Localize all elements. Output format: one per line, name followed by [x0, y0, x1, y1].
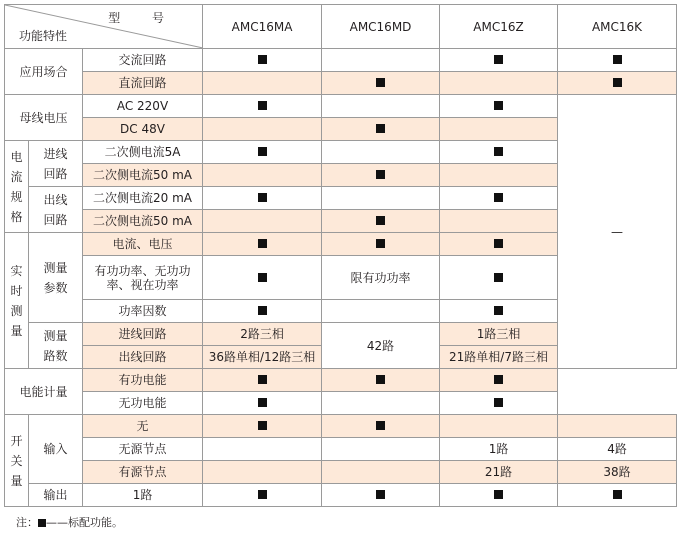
- empty-cell: [440, 164, 558, 187]
- row-label: 二次侧电流5A: [83, 141, 203, 164]
- filled-square-icon: [376, 375, 385, 384]
- row-label: 无源节点: [83, 438, 203, 461]
- row-label: AC 220V: [83, 95, 203, 118]
- check-mark: [440, 256, 558, 300]
- table-row: [5, 392, 677, 415]
- empty-cell: [322, 300, 440, 323]
- check-mark: [322, 369, 440, 392]
- check-mark: [203, 49, 322, 72]
- group-realtime: 实时测量: [5, 233, 29, 369]
- check-mark: [322, 484, 440, 507]
- dash-value: —: [611, 224, 624, 239]
- table-row: [5, 95, 677, 118]
- model-label: 型 号: [108, 11, 179, 25]
- check-mark: [322, 415, 440, 438]
- filled-square-icon: [494, 375, 503, 384]
- circuit-value: 21路单相/7路三相: [440, 346, 558, 369]
- count-value: 4路: [558, 438, 677, 461]
- check-mark: [203, 141, 322, 164]
- empty-cell: [440, 210, 558, 233]
- row-label: DC 48V: [83, 118, 203, 141]
- table-row: [5, 415, 677, 438]
- filled-square-icon: [494, 101, 503, 110]
- row-label: 有源节点: [83, 461, 203, 484]
- group-outgoing: 出线回路: [29, 187, 83, 233]
- check-mark: [203, 415, 322, 438]
- check-mark: [203, 187, 322, 210]
- empty-cell: [203, 118, 322, 141]
- row-label: 交流回路: [83, 49, 203, 72]
- filled-square-icon: [258, 101, 267, 110]
- group-bus-voltage: 母线电压: [5, 95, 83, 141]
- filled-square-icon: [258, 239, 267, 248]
- empty-cell: [440, 72, 558, 95]
- filled-square-icon: [376, 216, 385, 225]
- filled-square-icon: [376, 170, 385, 179]
- header-diagonal-cell: [5, 5, 203, 49]
- filled-square-icon: [494, 55, 503, 64]
- filled-square-icon: [376, 239, 385, 248]
- table-row: [5, 72, 677, 95]
- check-mark: [203, 392, 322, 415]
- table-row: [5, 484, 677, 507]
- check-mark: [440, 49, 558, 72]
- footnote: [16, 514, 123, 530]
- empty-cell: [203, 210, 322, 233]
- empty-cell: [440, 118, 558, 141]
- empty-cell: [203, 72, 322, 95]
- check-mark: [558, 484, 677, 507]
- output-value: 1路: [83, 484, 203, 507]
- filled-square-icon: [376, 490, 385, 499]
- check-mark: [440, 187, 558, 210]
- filled-square-icon: [494, 147, 503, 156]
- filled-square-icon: [376, 78, 385, 87]
- filled-square-icon: [258, 273, 267, 282]
- filled-square-icon: [613, 78, 622, 87]
- row-label: 有功功率、无功功率、视在功率: [83, 256, 203, 300]
- group-output: 输出: [29, 484, 83, 507]
- empty-cell: [322, 95, 440, 118]
- check-mark: [558, 49, 677, 72]
- filled-square-icon: [613, 490, 622, 499]
- empty-cell: [203, 438, 322, 461]
- check-mark: [440, 95, 558, 118]
- row-label: 二次侧电流50 mA: [83, 164, 203, 187]
- filled-square-icon: [494, 306, 503, 315]
- limited-power-value: 限有功功率: [322, 256, 440, 300]
- filled-square-icon: [258, 375, 267, 384]
- check-mark: [203, 256, 322, 300]
- table-row: [5, 369, 677, 392]
- circuit-value: 36路单相/12路三相: [203, 346, 322, 369]
- filled-square-icon: [613, 55, 622, 64]
- row-label: 直流回路: [83, 72, 203, 95]
- check-mark: [440, 369, 558, 392]
- footnote-text: ——标配功能。: [46, 516, 123, 529]
- filled-square-icon: [494, 273, 503, 282]
- check-mark: [558, 72, 677, 95]
- empty-cell: [322, 49, 440, 72]
- check-mark: [203, 484, 322, 507]
- filled-square-icon: [258, 147, 267, 156]
- row-label: 无: [83, 415, 203, 438]
- empty-cell: [558, 415, 677, 438]
- empty-cell: [203, 461, 322, 484]
- filled-square-icon: [494, 239, 503, 248]
- circuit-value: 1路三相: [440, 323, 558, 346]
- circuit-value: 42路: [322, 323, 440, 369]
- row-label: 无功电能: [83, 392, 203, 415]
- row-label: 有功电能: [83, 369, 203, 392]
- filled-square-icon: [258, 306, 267, 315]
- model-amc16md: AMC16MD: [322, 5, 440, 49]
- header-row: [5, 5, 677, 49]
- count-value: 21路: [440, 461, 558, 484]
- check-mark: [440, 233, 558, 256]
- filled-square-icon: [38, 519, 46, 527]
- feature-label: 功能特性: [19, 29, 68, 43]
- row-label: 出线回路: [83, 346, 203, 369]
- count-value: 1路: [440, 438, 558, 461]
- check-mark: [203, 369, 322, 392]
- group-incoming: 进线回路: [29, 141, 83, 187]
- check-mark: [203, 233, 322, 256]
- filled-square-icon: [258, 490, 267, 499]
- group-switch: 开关量: [5, 415, 29, 507]
- filled-square-icon: [494, 193, 503, 202]
- group-input: 输入: [29, 415, 83, 484]
- row-label: 二次侧电流20 mA: [83, 187, 203, 210]
- check-mark: [440, 484, 558, 507]
- check-mark: [322, 210, 440, 233]
- spec-table: [4, 4, 677, 507]
- row-label: 二次侧电流50 mA: [83, 210, 203, 233]
- table-row: [5, 438, 677, 461]
- empty-cell: [322, 438, 440, 461]
- check-mark: [440, 300, 558, 323]
- amc16k-dash-cell: [558, 95, 677, 369]
- empty-cell: [440, 415, 558, 438]
- group-energy: 电能计量: [5, 369, 83, 415]
- check-mark: [203, 95, 322, 118]
- group-measure-circuits: 测量路数: [29, 323, 83, 369]
- check-mark: [322, 118, 440, 141]
- count-value: 38路: [558, 461, 677, 484]
- empty-cell: [322, 392, 440, 415]
- filled-square-icon: [258, 421, 267, 430]
- check-mark: [440, 392, 558, 415]
- filled-square-icon: [258, 398, 267, 407]
- check-mark: [322, 233, 440, 256]
- footnote-prefix: 注：: [16, 516, 38, 529]
- filled-square-icon: [258, 55, 267, 64]
- empty-cell: [322, 461, 440, 484]
- empty-cell: [322, 187, 440, 210]
- group-application: 应用场合: [5, 49, 83, 95]
- row-label: 进线回路: [83, 323, 203, 346]
- model-amc16ma: AMC16MA: [203, 5, 322, 49]
- table-row: [5, 461, 677, 484]
- row-label: 电流、电压: [83, 233, 203, 256]
- check-mark: [440, 141, 558, 164]
- check-mark: [322, 72, 440, 95]
- model-amc16k: AMC16K: [558, 5, 677, 49]
- filled-square-icon: [258, 193, 267, 202]
- filled-square-icon: [494, 398, 503, 407]
- filled-square-icon: [494, 490, 503, 499]
- circuit-value: 2路三相: [203, 323, 322, 346]
- empty-cell: [322, 141, 440, 164]
- check-mark: [322, 164, 440, 187]
- check-mark: [203, 300, 322, 323]
- model-amc16z: AMC16Z: [440, 5, 558, 49]
- filled-square-icon: [376, 124, 385, 133]
- table-row: [5, 49, 677, 72]
- group-measure-params: 测量参数: [29, 233, 83, 323]
- empty-cell: [203, 164, 322, 187]
- filled-square-icon: [376, 421, 385, 430]
- row-label: 功率因数: [83, 300, 203, 323]
- group-flow-spec: 电流规格: [5, 141, 29, 233]
